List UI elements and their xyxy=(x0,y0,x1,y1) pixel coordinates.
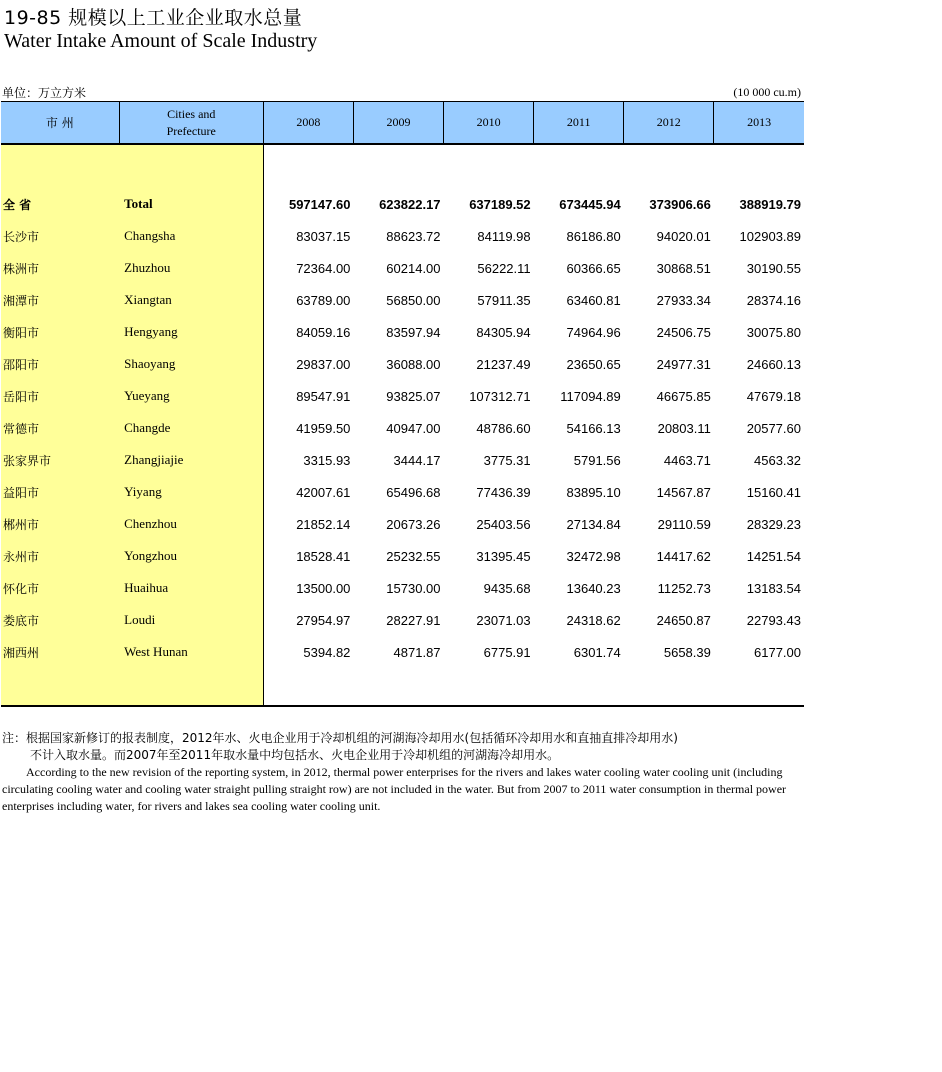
region-name-cn: 湘潭市 xyxy=(1,284,119,316)
region-name-en: Total xyxy=(119,188,263,220)
table-row xyxy=(1,636,804,668)
value-cell: 28374.16 xyxy=(746,292,801,308)
value-cell: 6301.74 xyxy=(573,644,621,660)
value-cell: 13640.23 xyxy=(566,580,621,596)
value-cell: 30868.51 xyxy=(656,260,711,276)
value-cell: 24660.13 xyxy=(746,356,801,372)
value-cell: 673445.94 xyxy=(559,196,621,212)
value-cell: 20577.60 xyxy=(746,420,801,436)
value-cell: 32472.98 xyxy=(566,548,621,564)
value-cell: 83895.10 xyxy=(566,484,621,500)
value-cell: 5394.82 xyxy=(303,644,351,660)
footnote xyxy=(2,730,792,815)
value-cell: 107312.71 xyxy=(469,388,531,404)
value-cell: 623822.17 xyxy=(379,196,441,212)
value-cell: 23650.65 xyxy=(566,356,621,372)
region-name-en: Yongzhou xyxy=(119,540,263,572)
header-year: 2008 xyxy=(263,102,353,145)
region-name-cn: 湘西州 xyxy=(1,636,119,668)
footnote-cn-line2: 不计入取水量。而2007年至2011年取水量中均包括水、火电企业用于冷却机组的河湖海冷却用水。 xyxy=(30,748,560,762)
value-cell: 84119.98 xyxy=(477,228,531,244)
table-row xyxy=(1,540,804,572)
value-cell: 28227.91 xyxy=(386,612,441,628)
table-row xyxy=(1,476,804,508)
value-cell: 36088.00 xyxy=(386,356,441,372)
value-cell: 14567.87 xyxy=(656,484,711,500)
table-row xyxy=(1,284,804,316)
header-year: 2010 xyxy=(444,102,534,145)
region-name-en: Chenzhou xyxy=(119,508,263,540)
table-body xyxy=(1,144,804,706)
value-cell: 27954.97 xyxy=(296,612,351,628)
table-row xyxy=(1,380,804,412)
value-cell: 40947.00 xyxy=(386,420,441,436)
header-city-en-line1: Cities and xyxy=(167,106,216,121)
value-cell: 84305.94 xyxy=(476,324,531,340)
value-cell: 65496.68 xyxy=(386,484,441,500)
data-table xyxy=(1,101,804,707)
region-name-cn: 怀化市 xyxy=(1,572,119,604)
value-cell: 24650.87 xyxy=(656,612,711,628)
unit-label-en: (10 000 cu.m) xyxy=(733,85,801,99)
region-name-en: Changde xyxy=(119,412,263,444)
value-cell: 60214.00 xyxy=(386,260,441,276)
value-cell: 83597.94 xyxy=(386,324,441,340)
value-cell: 24506.75 xyxy=(656,324,711,340)
value-cell: 6177.00 xyxy=(754,644,801,660)
value-cell: 48786.60 xyxy=(476,420,531,436)
table-row xyxy=(1,444,804,476)
value-cell: 14251.54 xyxy=(746,548,801,564)
region-name-cn: 全 省 xyxy=(1,188,119,220)
value-cell: 5658.39 xyxy=(663,644,711,660)
value-cell: 94020.01 xyxy=(656,228,711,244)
value-cell: 27933.34 xyxy=(656,292,711,308)
value-cell: 3444.17 xyxy=(393,452,441,468)
footnote-en: According to the new revision of the reporting system, in 2012, thermal power enterprises for the rivers and lakes water cooling water cooling unit (including circulating cooling water and cooling water straight pulling straight row) are not included in the water. But from 2007 to 2011 water consumption in thermal power enterprises including water, for rivers and lakes sea cooling water cooling unit. xyxy=(2,765,787,813)
value-cell: 30075.80 xyxy=(746,324,801,340)
value-cell: 86186.80 xyxy=(566,228,621,244)
value-cell: 63789.00 xyxy=(296,292,351,308)
region-name-cn: 长沙市 xyxy=(1,220,119,252)
header-city-en xyxy=(119,102,263,145)
region-name-en: Hengyang xyxy=(119,316,263,348)
value-cell: 89547.91 xyxy=(296,388,351,404)
value-cell: 31395.45 xyxy=(476,548,531,564)
table-header-row xyxy=(1,102,804,145)
value-cell: 18528.41 xyxy=(296,548,351,564)
value-cell: 13500.00 xyxy=(296,580,351,596)
value-cell: 25232.55 xyxy=(386,548,441,564)
value-cell: 14417.62 xyxy=(656,548,711,564)
value-cell: 5791.56 xyxy=(573,452,621,468)
value-cell: 4563.32 xyxy=(754,452,801,468)
value-cell: 597147.60 xyxy=(288,196,351,212)
header-year: 2012 xyxy=(624,102,714,145)
table-row xyxy=(1,572,804,604)
value-cell: 11252.73 xyxy=(657,580,711,596)
value-cell: 9435.68 xyxy=(483,580,531,596)
value-cell: 46675.85 xyxy=(656,388,711,404)
region-name-en: Huaihua xyxy=(119,572,263,604)
value-cell: 102903.89 xyxy=(739,228,801,244)
value-cell: 22793.43 xyxy=(746,612,801,628)
value-cell: 88623.72 xyxy=(386,228,441,244)
header-city-en-line2: Prefecture xyxy=(166,123,216,138)
value-cell: 4871.87 xyxy=(393,644,441,660)
value-cell: 60366.65 xyxy=(566,260,621,276)
region-name-cn: 邵阳市 xyxy=(1,348,119,380)
region-name-cn: 株洲市 xyxy=(1,252,119,284)
value-cell: 72364.00 xyxy=(296,260,351,276)
table-row xyxy=(1,316,804,348)
value-cell: 23071.03 xyxy=(476,612,531,628)
value-cell: 30190.55 xyxy=(746,260,801,276)
value-cell: 6775.91 xyxy=(483,644,531,660)
value-cell: 20673.26 xyxy=(386,516,441,532)
unit-label-cn: 单位：万立方米 xyxy=(2,86,87,100)
page-title-en: Water Intake Amount of Scale Industry xyxy=(4,30,318,52)
footnote-cn-line1: 注：根据国家新修订的报表制度，2012年水、火电企业用于冷却机组的河湖海冷却用水(包括循环冷却用水和直抽直排冷却用水) xyxy=(2,731,678,745)
value-cell: 57911.35 xyxy=(477,292,531,308)
header-year: 2013 xyxy=(714,102,804,145)
table-spacer-row xyxy=(1,144,804,188)
value-cell: 3775.31 xyxy=(483,452,531,468)
table-row xyxy=(1,220,804,252)
region-name-cn: 张家界市 xyxy=(1,444,119,476)
region-name-en: Loudi xyxy=(119,604,263,636)
region-name-cn: 娄底市 xyxy=(1,604,119,636)
region-name-en: Yiyang xyxy=(119,476,263,508)
value-cell: 56222.11 xyxy=(477,260,531,276)
region-name-cn: 益阳市 xyxy=(1,476,119,508)
region-name-cn: 岳阳市 xyxy=(1,380,119,412)
value-cell: 13183.54 xyxy=(746,580,801,596)
value-cell: 77436.39 xyxy=(476,484,531,500)
value-cell: 24977.31 xyxy=(656,356,711,372)
header-year: 2011 xyxy=(534,102,624,145)
header-year: 2009 xyxy=(353,102,443,145)
region-name-cn: 衡阳市 xyxy=(1,316,119,348)
region-name-en: Zhangjiajie xyxy=(119,444,263,476)
value-cell: 29837.00 xyxy=(296,356,351,372)
region-name-cn: 永州市 xyxy=(1,540,119,572)
value-cell: 4463.71 xyxy=(663,452,711,468)
table-row xyxy=(1,252,804,284)
table-row xyxy=(1,508,804,540)
region-name-en: West Hunan xyxy=(119,636,263,668)
value-cell: 15730.00 xyxy=(386,580,441,596)
value-cell: 93825.07 xyxy=(386,388,441,404)
value-cell: 56850.00 xyxy=(386,292,441,308)
value-cell: 42007.61 xyxy=(296,484,351,500)
value-cell: 63460.81 xyxy=(566,292,621,308)
page-title-cn: 19-85 规模以上工业企业取水总量 xyxy=(4,7,303,29)
value-cell: 24318.62 xyxy=(566,612,621,628)
value-cell: 54166.13 xyxy=(566,420,621,436)
region-name-en: Xiangtan xyxy=(119,284,263,316)
value-cell: 117094.89 xyxy=(560,388,621,404)
value-cell: 21237.49 xyxy=(476,356,531,372)
value-cell: 20803.11 xyxy=(657,420,711,436)
region-name-en: Shaoyang xyxy=(119,348,263,380)
value-cell: 47679.18 xyxy=(746,388,801,404)
value-cell: 29110.59 xyxy=(657,516,711,532)
value-cell: 27134.84 xyxy=(566,516,621,532)
region-name-en: Changsha xyxy=(119,220,263,252)
region-name-cn: 郴州市 xyxy=(1,508,119,540)
table-spacer-row xyxy=(1,668,804,706)
header-city-cn: 市 州 xyxy=(1,102,119,145)
value-cell: 28329.23 xyxy=(746,516,801,532)
value-cell: 74964.96 xyxy=(566,324,621,340)
region-name-en: Yueyang xyxy=(119,380,263,412)
value-cell: 388919.79 xyxy=(739,196,801,212)
table-row-total xyxy=(1,188,804,220)
region-name-cn: 常德市 xyxy=(1,412,119,444)
value-cell: 84059.16 xyxy=(296,324,351,340)
value-cell: 21852.14 xyxy=(296,516,351,532)
table-row xyxy=(1,412,804,444)
region-name-en: Zhuzhou xyxy=(119,252,263,284)
table-row xyxy=(1,604,804,636)
value-cell: 15160.41 xyxy=(746,484,801,500)
value-cell: 3315.93 xyxy=(303,452,351,468)
value-cell: 25403.56 xyxy=(476,516,531,532)
value-cell: 83037.15 xyxy=(296,228,351,244)
table-row xyxy=(1,348,804,380)
value-cell: 637189.52 xyxy=(469,196,531,212)
value-cell: 373906.66 xyxy=(649,196,711,212)
value-cell: 41959.50 xyxy=(296,420,351,436)
